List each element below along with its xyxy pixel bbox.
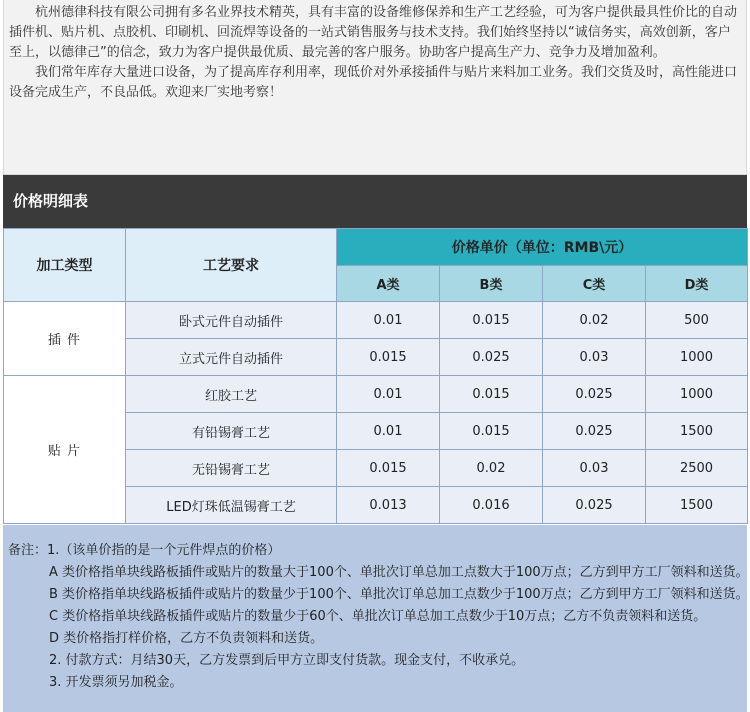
header-class-a: A类 <box>337 266 440 302</box>
price-cell: 0.013 <box>337 487 440 524</box>
note-payment: 2. 付款方式：月结30天，乙方发票到后甲方立即支付货款。现金支付，不收承兑。 <box>49 653 525 668</box>
price-cell: 0.025 <box>543 413 646 450</box>
notes-section <box>3 525 747 712</box>
note-class-c: C 类价格指单块线路板插件或贴片的数量少于60个、单批次订单总加工点数少于10万点；乙方不负责领料和送货。 <box>49 609 707 624</box>
table-row <box>4 302 748 339</box>
process-cell: LED灯珠低温锡膏工艺 <box>126 487 337 524</box>
price-cell: 0.02 <box>440 450 543 487</box>
price-cell: 0.03 <box>543 450 646 487</box>
header-price: 价格单价（单位：RMB\元） <box>337 229 748 266</box>
price-table <box>3 228 748 524</box>
table-header-row <box>4 229 748 266</box>
process-cell: 有铅锡膏工艺 <box>126 413 337 450</box>
price-cell: 2500 <box>646 450 748 487</box>
process-cell: 无铅锡膏工艺 <box>126 450 337 487</box>
header-type: 加工类型 <box>4 229 126 302</box>
price-cell: 0.02 <box>543 302 646 339</box>
note-class-a: A 类价格指单块线路板插件或贴片的数量大于100个、单批次订单总加工点数大于100万点；乙方到甲方工厂领料和送货。 <box>49 565 749 580</box>
price-cell: 0.025 <box>543 376 646 413</box>
price-cell: 1000 <box>646 339 748 376</box>
price-cell: 0.015 <box>440 302 543 339</box>
price-cell: 0.01 <box>337 302 440 339</box>
header-process: 工艺要求 <box>126 229 337 302</box>
price-cell: 1000 <box>646 376 748 413</box>
header-class-c: C类 <box>543 266 646 302</box>
process-cell: 立式元件自动插件 <box>126 339 337 376</box>
price-cell: 0.016 <box>440 487 543 524</box>
price-cell: 500 <box>646 302 748 339</box>
note-class-b: B 类价格指单块线路板插件或贴片的数量少于100个、单批次订单总加工点数少于100万点；乙方到甲方工厂领料和送货。 <box>49 587 749 602</box>
intro-paragraph-1: 杭州德律科技有限公司拥有多名业界技术精英，具有丰富的设备维修保养和生产工艺经验，可为客户提供最具性价比的自动插件机、贴片机、点胶机、印刷机、回流焊等设备的一站式销售服务与技术支持。我们始终坚持以“诚信务实，高效创新，客户至上，以德律己”的信念，致力为客户提供最优质、最完善的客户服务。协助客户提高生产力、竞争力及增加盈利。 <box>9 5 738 60</box>
type-cell-insert: 插 件 <box>4 302 126 376</box>
company-intro <box>3 0 747 175</box>
price-cell: 1500 <box>646 487 748 524</box>
process-cell: 卧式元件自动插件 <box>126 302 337 339</box>
price-cell: 0.01 <box>337 413 440 450</box>
type-cell-smt: 贴 片 <box>4 376 126 524</box>
price-cell: 0.025 <box>440 339 543 376</box>
header-class-d: D类 <box>646 266 748 302</box>
process-cell: 红胶工艺 <box>126 376 337 413</box>
note-line-1: 备注：1.（该单价指的是一个元件焊点的价格） <box>8 543 281 558</box>
price-cell: 0.015 <box>337 339 440 376</box>
table-row <box>4 376 748 413</box>
price-cell: 0.025 <box>543 487 646 524</box>
note-class-d: D 类价格指打样价格，乙方不负责领料和送货。 <box>49 631 324 646</box>
intro-paragraph-2: 我们常年库存大量进口设备，为了提高库存利用率，现低价对外承接插件与贴片来料加工业务。我们交货及时，高性能进口设备完成生产，不良品低。欢迎来厂实地考察！ <box>9 65 738 100</box>
price-cell: 0.015 <box>337 450 440 487</box>
note-invoice: 3. 开发票须另加税金。 <box>49 675 183 690</box>
header-class-b: B类 <box>440 266 543 302</box>
price-cell: 0.01 <box>337 376 440 413</box>
section-title: 价格明细表 <box>3 175 747 228</box>
price-cell: 0.015 <box>440 376 543 413</box>
price-cell: 0.03 <box>543 339 646 376</box>
price-cell: 1500 <box>646 413 748 450</box>
price-cell: 0.015 <box>440 413 543 450</box>
